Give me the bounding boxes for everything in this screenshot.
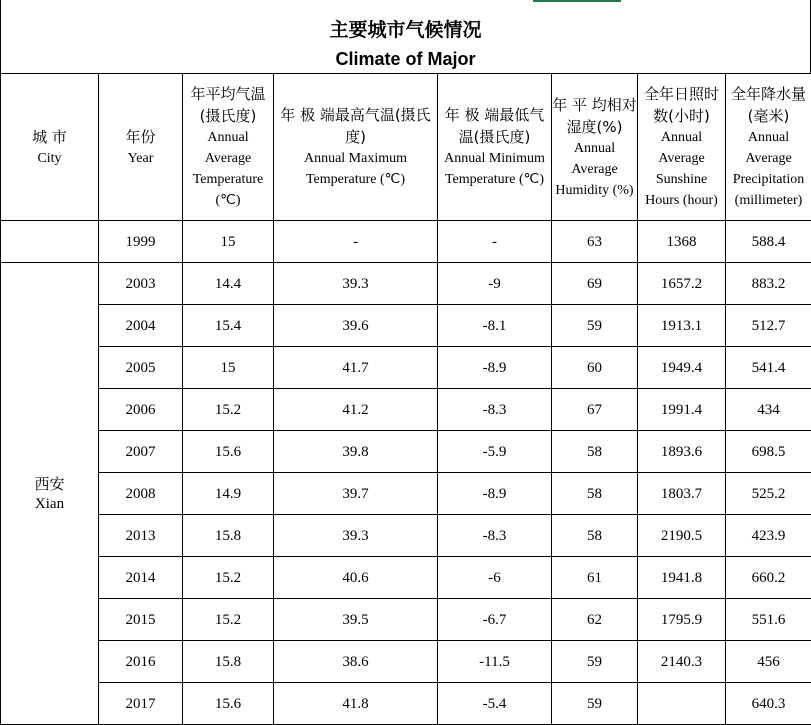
sunshine-cell: 2140.3 [638,641,726,683]
sunshine-cell: 1368 [638,221,726,263]
year-cell: 2006 [99,389,183,431]
header-max-temp [274,74,438,221]
header-min-temp-zh: 年 极 端最低气温(摄氏度) [438,104,551,148]
precip-cell: 512.7 [726,305,811,347]
year-cell: 2016 [99,641,183,683]
year-cell: 2017 [99,683,183,725]
min-temp-cell: -11.5 [438,641,552,683]
header-row [1,74,811,221]
header-year-en: Year [99,148,182,169]
min-temp-cell: -5.4 [438,683,552,725]
precip-cell: 423.9 [726,515,811,557]
header-year-zh: 年份 [99,126,182,148]
table-title-zh: 主要城市气候情况 [1,18,810,42]
table-row [1,473,811,515]
avg-temp-cell: 15 [183,347,274,389]
avg-temp-cell: 15.6 [183,431,274,473]
humidity-cell: 62 [552,599,638,641]
year-cell: 2003 [99,263,183,305]
min-temp-cell: -5.9 [438,431,552,473]
city-cell-blank [1,221,99,263]
header-city [1,74,99,221]
precip-cell: 456 [726,641,811,683]
header-max-temp-zh: 年 极 端最高气温(摄氏度) [274,104,437,148]
precip-cell: 660.2 [726,557,811,599]
table-row [1,221,811,263]
year-cell: 2013 [99,515,183,557]
table-row [1,683,811,725]
table-row [1,389,811,431]
climate-table [0,73,811,725]
max-temp-cell: 39.8 [274,431,438,473]
table-row [1,263,811,305]
table-row [1,641,811,683]
header-year [99,74,183,221]
year-cell: 1999 [99,221,183,263]
header-humidity-en: Annual Average Humidity (%) [552,138,637,201]
min-temp-cell: -8.9 [438,473,552,515]
avg-temp-cell: 15.2 [183,389,274,431]
min-temp-cell: -8.3 [438,515,552,557]
precip-cell: 551.6 [726,599,811,641]
humidity-cell: 59 [552,305,638,347]
precip-cell: 541.4 [726,347,811,389]
avg-temp-cell: 15.2 [183,557,274,599]
humidity-cell: 58 [552,431,638,473]
avg-temp-cell: 15 [183,221,274,263]
table-title-en: Climate of Major [1,48,810,70]
humidity-cell: 58 [552,515,638,557]
min-temp-cell: - [438,221,552,263]
max-temp-cell: 38.6 [274,641,438,683]
humidity-cell: 59 [552,683,638,725]
humidity-cell: 67 [552,389,638,431]
precip-cell: 434 [726,389,811,431]
avg-temp-cell: 15.8 [183,515,274,557]
max-temp-cell: 39.5 [274,599,438,641]
header-avg-temp-en: Annual Average Temperature (℃) [183,127,273,211]
humidity-cell: 61 [552,557,638,599]
city-name-en: Xian [1,494,98,514]
sunshine-cell [638,683,726,725]
humidity-cell: 60 [552,347,638,389]
header-sunshine-zh: 全年日照时数(小时) [638,83,725,127]
header-sunshine [638,74,726,221]
precip-cell: 698.5 [726,431,811,473]
precip-cell: 640.3 [726,683,811,725]
header-city-en: City [1,148,98,169]
year-cell: 2005 [99,347,183,389]
sunshine-cell: 2190.5 [638,515,726,557]
sunshine-cell: 1941.8 [638,557,726,599]
table-row [1,305,811,347]
max-temp-cell: 41.2 [274,389,438,431]
city-cell-xian [1,263,99,725]
year-cell: 2014 [99,557,183,599]
max-temp-cell: 39.3 [274,263,438,305]
header-precip [726,74,811,221]
sunshine-cell: 1913.1 [638,305,726,347]
header-precip-en: Annual Average Precipitation (millimeter) [726,127,811,211]
sunshine-cell: 1803.7 [638,473,726,515]
year-cell: 2004 [99,305,183,347]
sunshine-cell: 1657.2 [638,263,726,305]
precip-cell: 883.2 [726,263,811,305]
humidity-cell: 58 [552,473,638,515]
year-cell: 2008 [99,473,183,515]
header-min-temp [438,74,552,221]
city-name-zh: 西安 [1,474,98,494]
sunshine-cell: 1991.4 [638,389,726,431]
table-row [1,557,811,599]
year-cell: 2007 [99,431,183,473]
max-temp-cell: 39.7 [274,473,438,515]
avg-temp-cell: 14.9 [183,473,274,515]
precip-cell: 525.2 [726,473,811,515]
avg-temp-cell: 15.6 [183,683,274,725]
table-row [1,347,811,389]
min-temp-cell: -8.1 [438,305,552,347]
header-max-temp-en: Annual Maximum Temperature (℃) [274,148,437,190]
avg-temp-cell: 15.4 [183,305,274,347]
sunshine-cell: 1893.6 [638,431,726,473]
humidity-cell: 59 [552,641,638,683]
max-temp-cell: - [274,221,438,263]
table-row [1,599,811,641]
max-temp-cell: 39.6 [274,305,438,347]
max-temp-cell: 41.8 [274,683,438,725]
year-cell: 2015 [99,599,183,641]
humidity-cell: 69 [552,263,638,305]
min-temp-cell: -6 [438,557,552,599]
min-temp-cell: -8.3 [438,389,552,431]
table-row [1,515,811,557]
header-city-zh: 城 市 [1,126,98,148]
sunshine-cell: 1795.9 [638,599,726,641]
title-block [0,0,811,74]
min-temp-cell: -8.9 [438,347,552,389]
sunshine-cell: 1949.4 [638,347,726,389]
avg-temp-cell: 14.4 [183,263,274,305]
header-precip-zh: 全年降水量(毫米) [726,83,811,127]
precip-cell: 588.4 [726,221,811,263]
avg-temp-cell: 15.2 [183,599,274,641]
max-temp-cell: 39.3 [274,515,438,557]
header-min-temp-en: Annual Minimum Temperature (℃) [438,148,551,190]
header-sunshine-en: Annual Average Sunshine Hours (hour) [638,127,725,211]
header-avg-temp-zh: 年平均气温(摄氏度) [183,83,273,127]
table-row [1,431,811,473]
header-avg-temp [183,74,274,221]
min-temp-cell: -9 [438,263,552,305]
max-temp-cell: 41.7 [274,347,438,389]
max-temp-cell: 40.6 [274,557,438,599]
header-humidity-zh: 年 平 均相对湿度(%) [552,94,637,138]
header-humidity [552,74,638,221]
avg-temp-cell: 15.8 [183,641,274,683]
min-temp-cell: -6.7 [438,599,552,641]
humidity-cell: 63 [552,221,638,263]
